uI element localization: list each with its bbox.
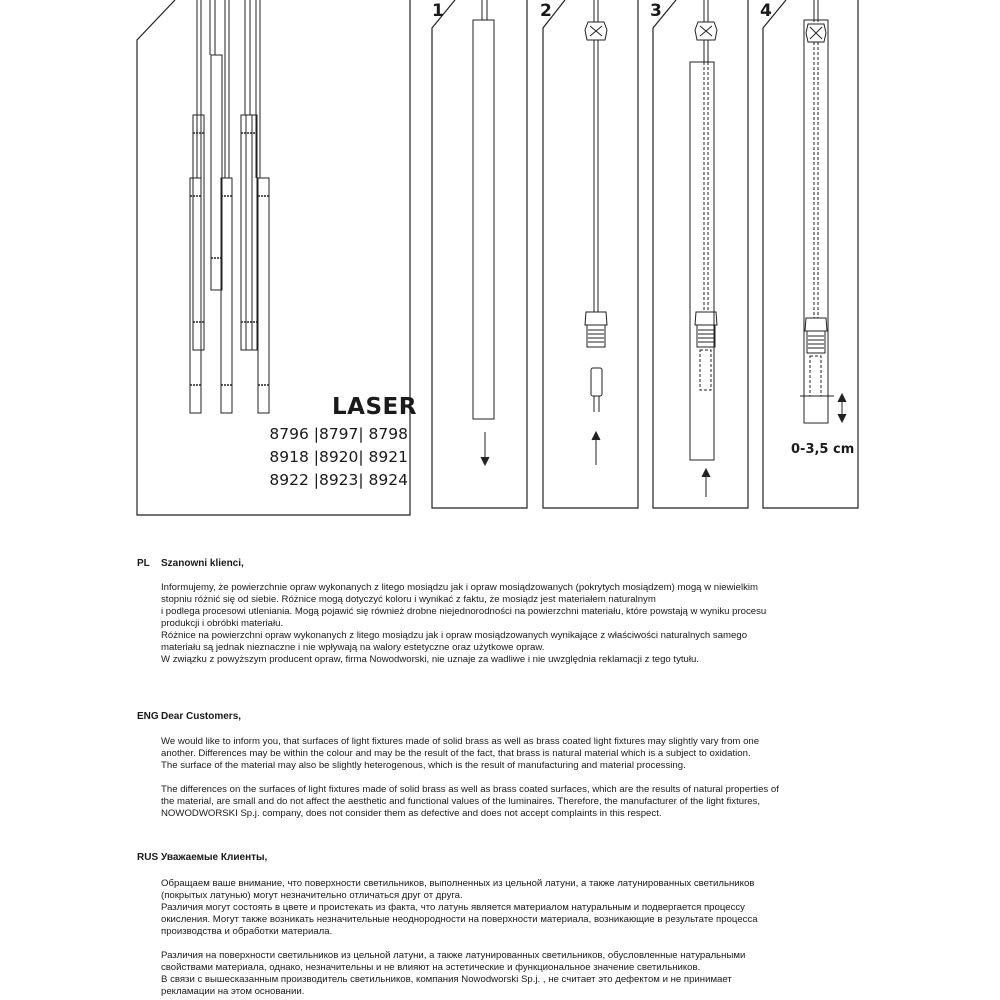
notice-rus-heading: Уважаемые Клиенты, [161, 852, 268, 863]
step-4-panel-frame [763, 0, 858, 508]
product-codes-row-1: 8796 |8797| 8798 [269, 425, 408, 443]
notice-rus-paragraph-2: Различия на поверхности светильников из цельной латуни, а также латунированных светильников, обусловленные натуральными свойствами материала, однако, незначительны и не влияют на эстетические и функциональное значение светильников. В связи с вышесказанным производитель светильников, компания Nowodworski Sp.j. , не считает это дефектом и не принимает рекламации на этом основании. [161, 950, 746, 997]
pendant-lamps-drawing [190, 0, 269, 413]
step-2-drawing [585, 0, 607, 465]
step-3-panel-frame [653, 0, 748, 508]
notice-rus-paragraph-1: Обращаем ваше внимание, что поверхности светильников, выполненных из цельной латуни, а также латунированных светильников (покрытых латунью) могут незначительно отличаться друг от друга. Различия могут состоять в цвете и проистекать из факта, что латунь является материалом натуральным и подвергается процессу окисления. Могут также возникать незначительные неоднородности на поверхности материала, возникающие в результате процесса производства и обработки материала. [161, 878, 758, 937]
step-1-number: 1 [432, 1, 444, 21]
notice-eng-paragraph-2: The differences on the surfaces of light fixtures made of solid brass as well as brass coated surfaces, which are the results of natural properties of the material, are small and do not affect the aesthetic and functional values of the luminaires. Therefore, the manufacturer of the light fixtures, NOWODWORSKI Sp.j. company, does not consider them as defective and does not accept complaints in this respect. [161, 784, 779, 819]
product-codes-row-3: 8922 |8923| 8924 [269, 471, 408, 489]
step-3-number: 3 [650, 1, 662, 21]
adjustment-range-label: 0-3,5 cm [791, 442, 855, 457]
notice-rus-lang: RUS [137, 852, 159, 863]
notice-pl-heading: Szanowni klienci, [161, 558, 244, 569]
step-3-drawing [690, 0, 717, 497]
step-4-drawing [800, 0, 846, 423]
notice-eng-heading: Dear Customers, [161, 711, 242, 722]
step-2-panel-frame [543, 0, 638, 508]
step-4-number: 4 [760, 1, 772, 21]
product-name: LASER [332, 394, 417, 420]
notice-pl-paragraph-1: Informujemy, że powierzchnie opraw wykonanych z litego mosiądzu jak i opraw mosiądzowanych (pokrytych mosiądzem) mogą w niewielkim stopniu różnić się od siebie. Różnice mogą dotyczyć koloru i wynikać z faktu, że mosiądz jest materiałem naturalnym i podlega procesowi utleniania. Mogą pojawić się również drobne niejednorodności na powierzchni materiału, które powstają w wyniku procesu produkcji i obróbki materiału. Różnice na powierzchni opraw wykonanych z litego mosiądzu jak i opraw mosiądzowanych wynikające z właściwości naturalnych samego materiału są jednak nieznaczne i nie wpływają na walory estetyczne oraz użytkowe opraw. W związku z powyższym producent opraw, firma Nowodworski, nie uznaje za wadliwe i nie uwzględnia reklamacji z tego tytułu. [161, 582, 767, 665]
notice-pl-lang: PL [137, 558, 150, 569]
step-1-panel-frame [432, 0, 527, 508]
product-codes-row-2: 8918 |8920| 8921 [269, 448, 408, 466]
notice-eng-paragraph-1: We would like to inform you, that surfaces of light fixtures made of solid brass as well as brass coated light fixtures may slightly vary from one another. Differences may be within the colour and may be the result of the fact, that brass is natural material which is a subject to oxidation. The surface of the material may also be slightly heterogenous, which is the result of manufacturing and material processing. [161, 736, 760, 771]
notice-eng-lang: ENG [137, 711, 159, 722]
step-1-drawing [473, 0, 494, 465]
step-2-number: 2 [540, 1, 552, 21]
